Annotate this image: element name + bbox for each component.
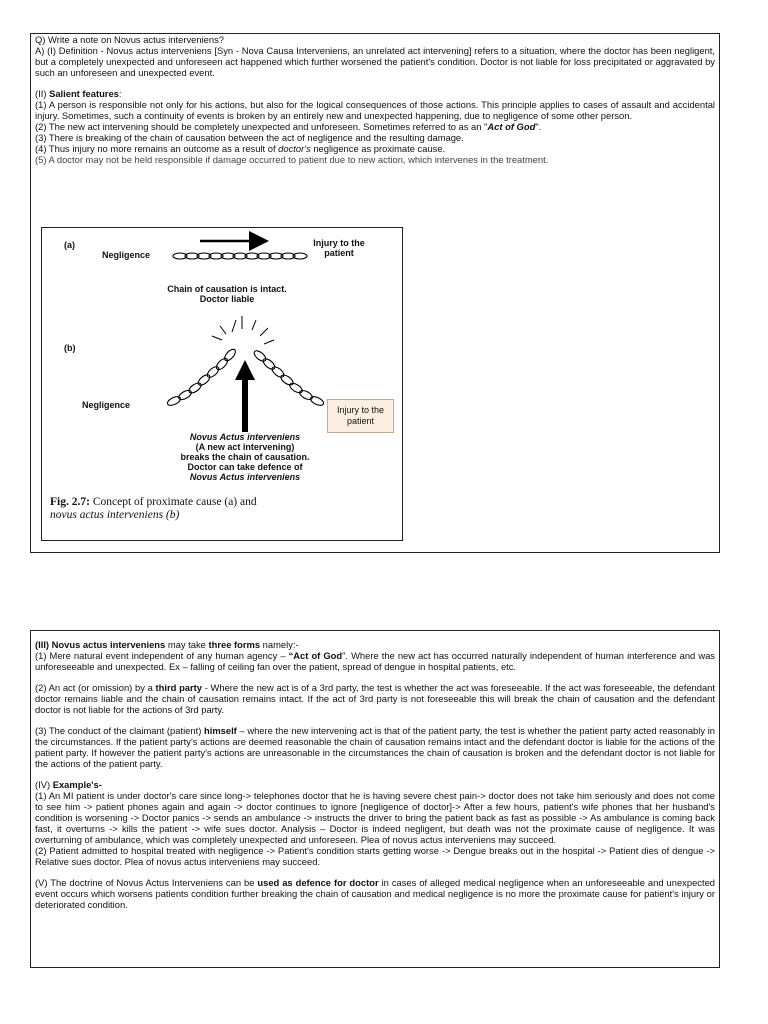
figure-drawing (42, 228, 402, 540)
chain-intact-caption: Chain of causation is intact. Doctor liable (167, 284, 287, 304)
doctrine-defence: (V) The doctrine of Novus Actus Interveniens can be used as defence for doctor in cases of alleged medical negligence when an unforeseeable and unexpected event occurs which worsens patients condition further breaking the chain of causation and medical negligence is no more the proximate cause for patient's injury or deteriorated condition. (35, 877, 715, 910)
injury-b-box: Injury to the patient (327, 399, 394, 433)
injury-a: Injury to the patient (313, 238, 365, 258)
salient-heading: (II) Salient features: (35, 88, 122, 99)
example-1: (1) An MI patient is under doctor's care since long-> telephones doctor that he is having severe chest pain-> doctor does not take him seriously and does not come to see him -> patient phones again and again -> doctor continues to ignore [negligence of doctor]-> After a few hours, patient's wife phones that her husband's condition is worsening -> Doctor panics -> sends an ambulance -> instructs the driver to bring the patient back as fast as possible -> As ambulance is coming back fast, it overturns -> kills the patient -> wife sues doctor. Analysis – Doctor is indeed negligent, but death was not the proximate cause of negligence. It was overturning of ambulance, which was completely unexpected and unforeseen. Plea of novus actus interveniens may succeed. (35, 790, 715, 845)
label-b: (b) (64, 343, 76, 353)
note-box-page1 (30, 33, 720, 553)
novus-caption: Novus Actus interveniens (A new act intervening) breaks the chain of causation. Doctor can take defence of Novus Actus interveniens (180, 432, 310, 482)
question: Q) Write a note on Novus actus interveniens? (35, 34, 224, 45)
chain-intact (173, 253, 307, 259)
chain-broken-left (166, 347, 237, 407)
figure-caption: Fig. 2.7: Concept of proximate cause (a) and novus actus interveniens (b) (50, 496, 257, 521)
negligence-a: Negligence (102, 250, 151, 260)
label-a: (a) (64, 240, 75, 250)
feature-4: (4) Thus injury no more remains an outcome as a result of doctor's negligence as proximate cause. (35, 143, 446, 154)
examples-heading: (IV) Example's- (35, 779, 102, 790)
form-3: (3) The conduct of the claimant (patient) himself – where the new intervening act is that of the patient party, the test is whether the patient party acted reasonably in the circumstances. If the patient party's actions are deemed reasonable the chain of causation remains intact and the defendant doctor is liable for the actions of the patient party. If however the patient party's actions are unreasonable in the circumstances the chain of causation is broken and the defendant doctor is not liable for the actions of the patient party. (35, 725, 715, 769)
feature-1: (1) A person is responsible not only for his actions, but also for the logical consequences of those actions. This principle applies to cases of assault and accidental injury. Sometimes, such a continuity of events is broken by an entirely new and unexpected happening, due to negligence of some other person. (35, 99, 715, 121)
figure-proximate-cause (41, 227, 403, 541)
definition: A) (I) Definition - Novus actus interveniens [Syn - Nova Causa Interveniens, an unrelated act intervening] refers to a situation, where the doctor has been negligent, but a completely unexpected and unforeseen act happened which further worsened the patient's condition. Doctor is not liable for loss precipitated or aggravated by such an unforeseen and unexpected event. (35, 45, 715, 78)
feature-5: (5) A doctor may not be held responsible if damage occurred to patient due to new action, which intervenes in the treatment. (35, 154, 549, 165)
note-text-page1 (35, 34, 715, 165)
chain-broken-right (252, 349, 324, 407)
three-forms-heading: (III) Novus actus interveniens may take three forms namely:- (35, 639, 299, 650)
negligence-b: Negligence (82, 400, 131, 410)
note-box-page2 (30, 630, 720, 968)
form-1: (1) Mere natural event independent of any human agency – “Act of God". Where the new act has occurred naturally independent of human interference and was unforeseeable and unexpected. Ex – falling of ceiling fan over the patient, spread of dengue in hospital patients, etc. (35, 650, 715, 672)
up-arrow-head (235, 360, 255, 380)
feature-2: (2) The new act intervening should be completely unexpected and unforeseen. Sometimes referred to as an "Act of God". (35, 121, 542, 132)
form-2: (2) An act (or omission) by a third party - Where the new act is of a 3rd party, the test is whether the act was foreseeable. If the act was foreseeable, the defendant doctor remains liable and the chain of causation remains intact. If the act of 3rd party is not foreseeable this will break the chain of causation and the defendant doctor is not liable for the actions of 3rd party. (35, 682, 715, 715)
break-burst-lines (212, 316, 274, 344)
example-2: (2) Patient admitted to hospital treated with negligence -> Patient's condition starts getting worse -> Dengue breaks out in the hospital -> Patient dies of dengue -> Relative sues doctor. Plea of novus actus interveniens may succeed. (35, 845, 715, 867)
note-text-page2 (35, 639, 715, 910)
feature-3: (3) There is breaking of the chain of causation between the act of negligence and the resulting damage. (35, 132, 464, 143)
